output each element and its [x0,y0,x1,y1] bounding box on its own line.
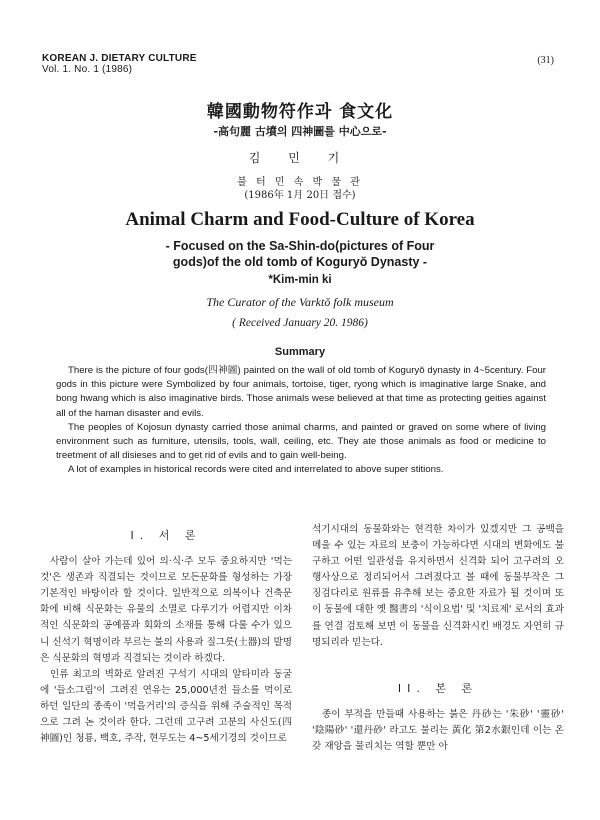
body-paragraph: 석기시대의 동물화와는 현격한 차이가 있겠지만 그 공백을 메울 수 있는 자료의 보충이 가능하다면 시대의 변화에도 불구하고 어떤 일관성을 유지하면서 신격화 되어 고구려의 오행사상으로 정리되어서 그려졌다고 볼 때에 동물부작은 그 징검다리로 원류를 유추해 보는 중요한 자료가 될 것이며 또 이 동물에 대한 옛 醫書의 '식이요법' 및 '치료제' 로서의 효과를 연결 검토해 보면 이 동물을 신격화시킨 배경도 자연히 규명되리라 믿는다. [312,524,564,648]
english-subtitle-line1: - Focused on the Sa-Shin-do(pictures of Four [165,239,435,253]
korean-subtitle: -高句麗 古墳의 四神圖를 中心으로- [213,125,387,138]
body-paragraph: 종이 부적을 만들때 사용하는 붉은 丹砂는 '朱砂' '靈砂' '陰陽砂' '還丹砂' 라고도 불리는 黃化 第2水銀인데 이는 온갖 재앙을 물리치는 역할 뿐만 아 [312,708,564,753]
english-affiliation: The Curator of the Varktŏ folk museum [206,295,394,309]
summary-paragraph: A lot of examples in historical records were cited and interrelated to above super stitions. [68,464,444,476]
korean-received-date: (1986年 1月 20日 접수) [244,190,356,201]
journal-volume: Vol. 1. No. 1 (1986) [42,64,133,75]
summary-paragraph: There is the picture of four gods(四神圖) painted on the wall of old tomb of Koguryŏ dynasty in 4~5century. Four gods in this picture were Symbolized by four animals, tortoise, tiger, ryong which is imaginative large Snake, and bong hwang which is also imaginative birds. Those animals wese believed at that time as protecting geities against all of the haman disaster and evils. [56,365,546,419]
english-subtitle-line2: gods)of the old tomb of Koguryŏ Dynasty - [172,255,428,269]
section-heading-introduction: I. 서 론 [130,529,202,542]
summary-body [56,364,546,478]
english-author: *Kim-min ki [268,274,332,286]
korean-affiliation: 불 터 민 속 박 물 관 [237,177,363,188]
korean-title: 韓國動物符作과 食文化 [206,102,394,122]
page-number: (31) [537,55,554,66]
left-column [40,528,292,747]
summary-heading: Summary [274,346,326,358]
journal-name: KOREAN J. DIETARY CULTURE [42,53,197,64]
section-heading-main: II. 본 론 [397,681,479,695]
body-paragraph: 사람이 살아 가는데 있어 의·식·주 모두 중요하지만 '먹는것'은 생존과 직결되는 것이므로 모든문화를 형성하는 가장 기본적인 바탕이라 할 것이다. 일반적으로 의복이나 건축문화에 비해 식문화는 유물의 소멸로 다루기가 어렵지만 이차적인 식문화의 공예품과 회화의 소재를 통해 다룰 수가 있으니 신석기 혁명이라 부르는 불의 사용과 질그릇(土器)의 발명은 식문화의 혁명과 직결되는 것이라 하겠다. [40,556,292,664]
english-title: Animal Charm and Food-Culture of Korea [125,209,475,230]
right-column [312,522,564,755]
body-paragraph: 인류 최고의 벽화로 알려진 구석기 시대의 알타미라 동굴에 '들소그림'이 그려진 연유는 25,000년전 들소를 먹이로 하던 일단의 종족이 '먹을거리'의 증식을 위해 주술적인 목적으로 그려 논 것이라 한다. 그런데 고구려 고분의 사신도(四神圖)인 청룡, 백호, 주작, 현무도는 4~5세기경의 것이므로 [40,668,292,745]
journal-header [42,53,197,75]
summary-paragraph: The peoples of Kojosun dynasty carried those animal charms, and painted or graved on some where of living environment such as furniture, utensils, tools, wall, ceiling, etc. They ate those animals as food or medicine to treetment of all disieses and to get rid of evils and to gain well-being. [56,421,546,462]
korean-author: 김 민 기 [248,151,352,165]
english-received-date: ( Received January 20. 1986) [232,317,368,329]
